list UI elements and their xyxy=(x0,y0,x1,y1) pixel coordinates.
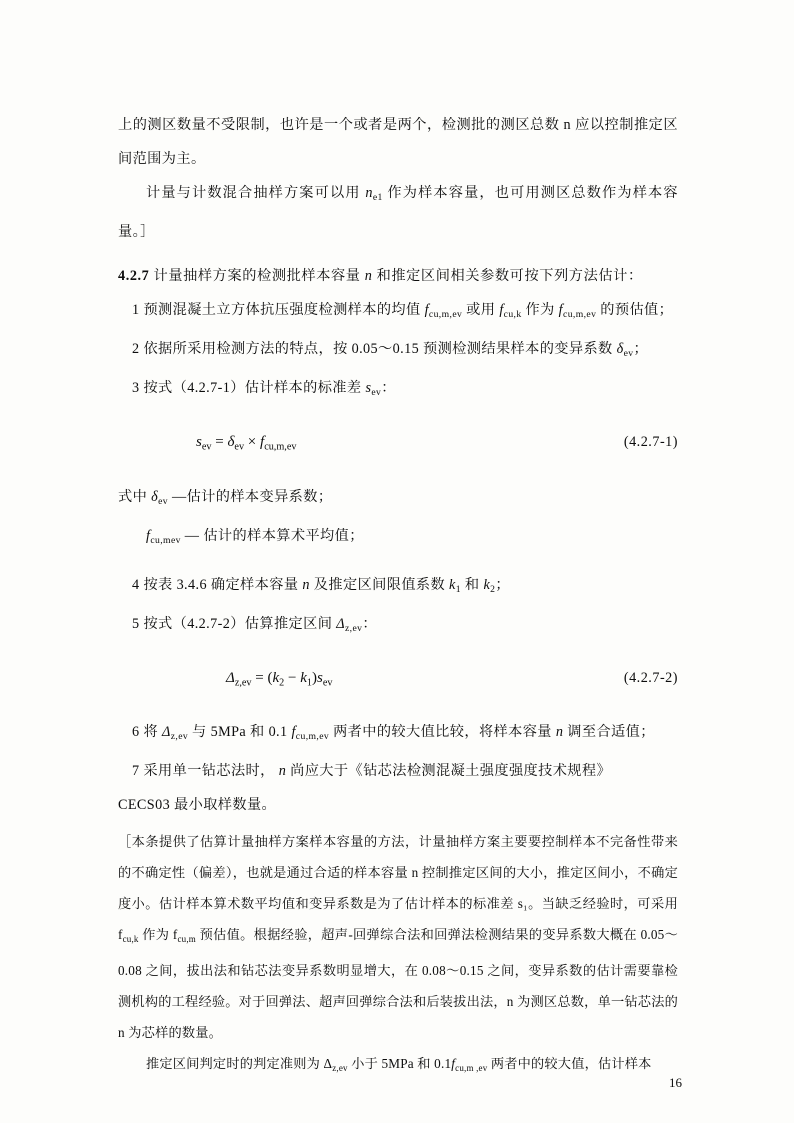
formula2-delta: Δ xyxy=(226,669,235,686)
def2-post: — 估计的样本算术平均值； xyxy=(180,527,364,544)
item6-f: f xyxy=(291,724,296,741)
definition-delta xyxy=(118,480,678,519)
item6-post: 调至合适值； xyxy=(563,724,655,741)
item5-post: ： xyxy=(362,615,377,632)
item5-pre: 5 按式（4.2.7-2）估算推定区间 xyxy=(132,615,337,632)
note2-c: 两者中的较大值，估计样本 xyxy=(487,1056,652,1072)
item7-n: n xyxy=(278,763,287,780)
item3-symbol-s: s xyxy=(365,380,372,397)
item1-f2-sub: cu,k xyxy=(503,309,522,321)
item1-f2: f xyxy=(499,302,504,319)
page-number: 16 xyxy=(669,1075,682,1090)
formula-2-body xyxy=(226,658,332,703)
note1-e: 预估值。根据经验，超声-回弹综合法和回弹法检测结果的变异系数大概在 0.05～0.08 之间，拔出法和钻芯法变异系数明显增大，在 0.08～0.15 之间，变异系数的估计需要靠检测机构的工程经验。对于回弹法、超声回弹综合法和后装拔出法，n 为测区总数，单一钻芯法的 n 为芯样的数量。 xyxy=(118,927,678,1041)
formula2-k1-sub: 1 xyxy=(306,677,312,689)
formula-4-2-7-2 xyxy=(118,658,678,703)
formula2-equals: = ( xyxy=(251,669,273,686)
item7-line2: CECS03 最小取样数量。 xyxy=(118,797,277,814)
item4-and: 和 xyxy=(460,576,484,593)
note2-sub: z,ev xyxy=(332,1062,348,1073)
formula1-f: f xyxy=(260,434,265,451)
item6-mid2: 两者中的较大值比较，将样本容量 xyxy=(329,724,556,741)
item4-k2-sub: 2 xyxy=(490,583,496,595)
item6-delta-sub: z,ev xyxy=(170,731,189,743)
formula1-delta-sub: ev xyxy=(234,441,245,453)
item6-delta: Δ xyxy=(161,724,171,741)
formula1-times: × xyxy=(244,434,261,451)
paragraph-continuation xyxy=(118,108,678,176)
item7-post: 尚应大于《钻芯法检测混凝土强度强度技术规程》 xyxy=(286,763,612,780)
item6-n: n xyxy=(555,724,564,741)
item5-symbol-delta: Δ xyxy=(336,615,345,632)
formula1-s: s xyxy=(196,434,202,451)
formula-1-body xyxy=(196,422,296,467)
symbol-n: n xyxy=(365,185,373,201)
mixed-sampling-post: 作为样本容量，也可用测区总数作为样本容量。］ xyxy=(118,185,678,241)
formula2-s: s xyxy=(316,669,323,686)
formula1-delta: δ xyxy=(227,434,235,451)
note2-a: 推定区间判定时的判定准则为 Δ xyxy=(146,1056,333,1072)
formula2-k2: k xyxy=(272,669,280,686)
clause-text-post: 和推定区间相关参数可按下列方法估计： xyxy=(372,268,643,285)
item1-f3-sub: cu,m,ev xyxy=(563,309,597,321)
item1-f1-sub: cu,m,ev xyxy=(428,309,463,321)
item4-k1: k xyxy=(449,576,456,593)
formula1-s-sub: ev xyxy=(201,441,212,453)
item2-post: ； xyxy=(633,341,649,358)
def1-pre: 式中 xyxy=(118,488,152,505)
item4-k1-sub: 1 xyxy=(455,583,461,595)
paragraph-mixed-sampling xyxy=(118,176,678,249)
item4-n: n xyxy=(302,576,310,593)
item4-k2: k xyxy=(483,576,491,593)
item3-post: ： xyxy=(381,380,396,397)
item6-f-sub: cu,m,ev xyxy=(295,731,330,743)
item4-post: ； xyxy=(495,576,510,593)
clause-item-1 xyxy=(118,293,678,332)
clause-text-pre: 计量抽样方案的检测批样本容量 xyxy=(153,268,365,285)
formula2-close: ) xyxy=(311,669,317,686)
def1-sub: ev xyxy=(158,495,169,507)
explanatory-note-2 xyxy=(118,1048,678,1084)
item1-mid: 或用 xyxy=(462,302,500,319)
clause-item-6 xyxy=(118,715,678,754)
item3-pre: 3 按式（4.2.7-1）估计样本的标准差 xyxy=(132,380,366,397)
item2-pre: 2 依据所采用检测方法的特点，按 0.05～0.15 预测检测结果样本的变异系数 xyxy=(132,341,617,358)
item3-s-sub: ev xyxy=(371,387,382,399)
formula-2-number: (4.2.7-2) xyxy=(623,669,678,686)
note2-f-sub: cu,m ,ev xyxy=(455,1062,488,1073)
def1-post: —估计的样本变异系数； xyxy=(168,488,333,505)
clause-number: 4.2.7 xyxy=(118,268,150,285)
formula2-k2-sub: 2 xyxy=(279,677,285,689)
item6-pre: 6 将 xyxy=(132,724,162,741)
formula2-s-sub: ev xyxy=(322,677,333,689)
item1-mid2: 作为 xyxy=(521,302,559,319)
note1-c: 作为 f xyxy=(138,927,178,943)
item5-delta-sub: z,ev xyxy=(345,622,363,634)
item1-f1: f xyxy=(424,302,429,319)
note1-sub1: cu,k xyxy=(122,934,139,945)
clause-item-4 xyxy=(118,568,678,607)
paragraph-text: 上的测区数量不受限制，也许是一个或者是两个，检测批的测区总数 n 应以控制推定区间范围为主。 xyxy=(118,117,678,167)
symbol-n-subscript: e1 xyxy=(372,192,383,204)
item2-delta-sub: ev xyxy=(623,348,634,360)
item2-symbol-delta: δ xyxy=(616,341,624,358)
clause-item-3 xyxy=(118,371,678,410)
def2-symbol: f xyxy=(146,527,151,544)
item1-pre: 1 预测混凝土立方体抗压强度检测样本的均值 xyxy=(132,302,425,319)
formula-4-2-7-1 xyxy=(118,422,678,467)
clause-item-2 xyxy=(118,332,678,371)
formula-1-number: (4.2.7-1) xyxy=(623,434,678,451)
definition-fcu xyxy=(118,519,678,558)
def1-symbol: δ xyxy=(151,488,159,505)
clause-4-2-7-heading xyxy=(118,259,678,293)
item1-post: 的预估值； xyxy=(596,302,674,319)
explanatory-note-1 xyxy=(118,826,678,1048)
def2-sub: cu,mev xyxy=(150,534,181,546)
item1-f3: f xyxy=(558,302,564,319)
page-content xyxy=(118,108,678,1084)
formula2-delta-sub: z,ev xyxy=(234,677,252,689)
formula2-k1: k xyxy=(300,669,307,686)
note1-a: ［本条提供了估算计量抽样方案样本容量的方法，计量抽样方案主要要控制样本不完备性带来的不确定性（偏差），也就是通过合适的样本容量 n 控制推定区间的大小，推定区间小，不确定度小。估计样本算术数平均值和变异系数是为了估计样本的标准差 s₁。当缺乏经验时，可采用 f xyxy=(118,834,678,943)
clause-item-5 xyxy=(118,607,678,646)
mixed-sampling-pre: 计量与计数混合抽样方案可以用 xyxy=(146,185,366,201)
formula1-f-sub: cu,m,ev xyxy=(264,441,297,453)
item6-mid: 与 5MPa 和 0.1 xyxy=(188,724,292,741)
clause-symbol-n: n xyxy=(364,268,373,285)
formula1-equals: = xyxy=(211,434,228,451)
item7-pre: 7 采用单一钻芯法时， xyxy=(132,763,279,780)
item4-mid: 及推定区间限值系数 xyxy=(309,576,450,593)
formula2-minus: − xyxy=(284,669,301,686)
clause-item-7 xyxy=(118,754,678,788)
clause-item-7-line2 xyxy=(118,788,678,822)
note1-sub2: cu,m xyxy=(177,934,196,945)
item4-pre: 4 按表 3.4.6 确定样本容量 xyxy=(132,576,303,593)
note2-f: f xyxy=(451,1056,456,1072)
note2-b: 小于 5MPa 和 0.1 xyxy=(347,1056,452,1072)
